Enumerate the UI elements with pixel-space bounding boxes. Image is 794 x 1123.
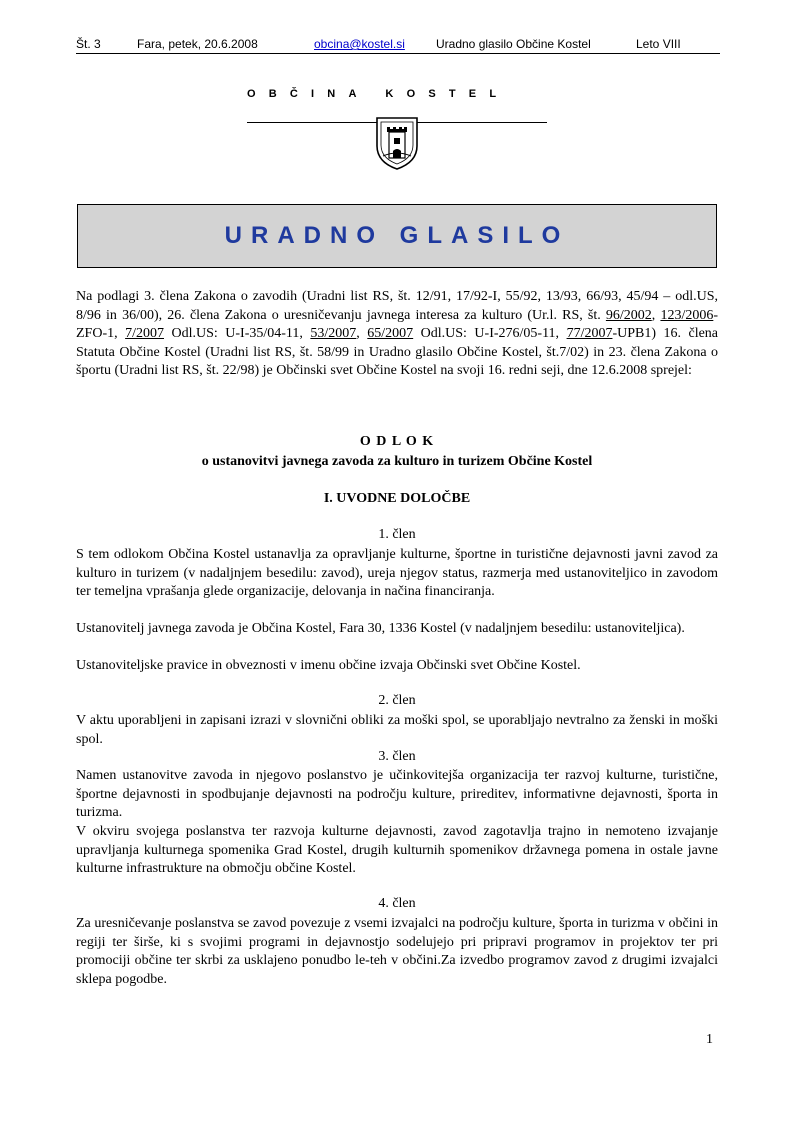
issue-date: Fara, petek, 20.6.2008 xyxy=(137,37,258,51)
issue-number: Št. 3 xyxy=(76,37,101,51)
preamble-text: Odl.US: U-I-35/04-11, xyxy=(164,326,311,342)
preamble-text: Na podlagi 3. člena Zakona o zavodih (Uradni list RS, št. 12/91, 17/92-I, 55/92, 13/93, 66/93, 45/94 – odl.US, 8/96 in 36/00), 26. člena Zakona o uresničevanju javnega interesa za kulturo (Ur.l. RS, št. xyxy=(76,289,718,323)
article-1-paragraph-3: Ustanoviteljske pravice in obveznosti v imenu občine izvaja Občinski svet Občine Kostel. xyxy=(76,658,581,673)
article-4-heading: 4. člen xyxy=(378,896,416,911)
banner-title: URADNO GLASILO xyxy=(224,222,570,249)
preamble-text: -ZFO-1, xyxy=(76,307,718,342)
decree-title: O D L O K xyxy=(359,434,435,449)
article-1-paragraph-1: S tem odlokom Občina Kostel ustanavlja za opravljanje kulturne, športne in turistične dejavnosti javni zavod za kulturo in turizem (v nadaljnjem besedilu: zavod), ureja njegov status, razmerja med ustanoviteljico in zavodom ter temeljna vprašanja glede organizacije, delovanja in načina financiranja. xyxy=(76,547,718,600)
article-4-paragraph-1: Za uresničevanje poslanstva se zavod povezuje z vsemi izvajalci na področju kulture, športa in turizma v občini in regiji ter širše, ki s svojimi programi in dejavnostjo sodelujejo pri pripravi programov in projektov ter pri promociji občine ter skrbi za usklajeno ponudbo le-teh v občini.Za izvedbo programov zavod z drugimi izvajalci sklepa pogodbe. xyxy=(76,916,718,987)
article-2-paragraph-1: V aktu uporabljeni in zapisani izrazi v slovnični obliki za moški spol, se uporabljajo nevtralno za ženski in moški spol. xyxy=(76,713,718,747)
article-1-paragraph-2: Ustanovitelj javnega zavoda je Občina Kostel, Fara 30, 1336 Kostel (v nadaljnjem besedilu: ustanoviteljica). xyxy=(76,621,685,636)
article-3-paragraph-1: Namen ustanovitve zavoda in njegovo poslanstvo je učinkovitejša organizacija ter razvoj kulturne, turistične, športne dejavnosti in spodbujanje dejavnosti na področju kulture, prireditev, informativne dejavnosti, športa in turizma. xyxy=(76,768,718,821)
law-reference-link[interactable]: 53/2007 xyxy=(310,326,357,342)
preamble-paragraph xyxy=(76,288,718,381)
article-1-heading: 1. člen xyxy=(378,527,416,542)
law-reference-link[interactable]: 7/2007 xyxy=(125,326,164,342)
preamble-text: , xyxy=(651,307,661,323)
article-2-heading: 2. člen xyxy=(378,693,416,708)
article-3-paragraph-2: V okviru svojega poslanstva ter razvoja kulturne dejavnosti, zavod zagotavlja trajno in nemoteno izvajanje upravljanja kulturnega spomenika Grad Kostel, drugih kulturnih spomenikov državnega pomena in ostale javne kulturne infrastrukture na območju občine Kostel. xyxy=(76,824,718,877)
decree-subtitle: o ustanovitvi javnega zavoda za kulturo in turizem Občine Kostel xyxy=(201,454,593,469)
article-3-heading: 3. člen xyxy=(378,749,416,764)
law-reference-link[interactable]: 96/2002 xyxy=(605,307,652,323)
municipality-name: OBČINA KOSTEL xyxy=(247,88,510,100)
section-heading: I. UVODNE DOLOČBE xyxy=(323,491,471,506)
law-reference-link[interactable]: 123/2006 xyxy=(660,307,714,323)
law-reference-link[interactable]: 77/2007 xyxy=(566,326,613,342)
volume-year: Leto VIII xyxy=(636,37,681,51)
running-header xyxy=(76,37,720,54)
law-reference-link[interactable]: 65/2007 xyxy=(367,326,414,342)
preamble-text: , xyxy=(356,326,368,342)
preamble-text: -UPB1) 16. člena Statuta Občine Kostel (Uradni list RS, št. 58/99 in Uradno glasilo Občine Kostel, št.7/02) in 23. člena Zakona o športu (Uradni list RS, št. 22/98) je Občinski svet Občine Kostel na svoji 16. redni seji, dne 12.6.2008 sprejel: xyxy=(76,326,719,379)
email-link[interactable]: obcina@kostel.si xyxy=(314,37,405,51)
title-banner xyxy=(77,204,717,268)
municipal-crest-icon xyxy=(373,114,421,172)
preamble-text: Odl.US: U-I-276/05-11, xyxy=(413,326,567,342)
page-number: 1 xyxy=(706,1032,713,1047)
publication-name: Uradno glasilo Občine Kostel xyxy=(436,37,591,51)
